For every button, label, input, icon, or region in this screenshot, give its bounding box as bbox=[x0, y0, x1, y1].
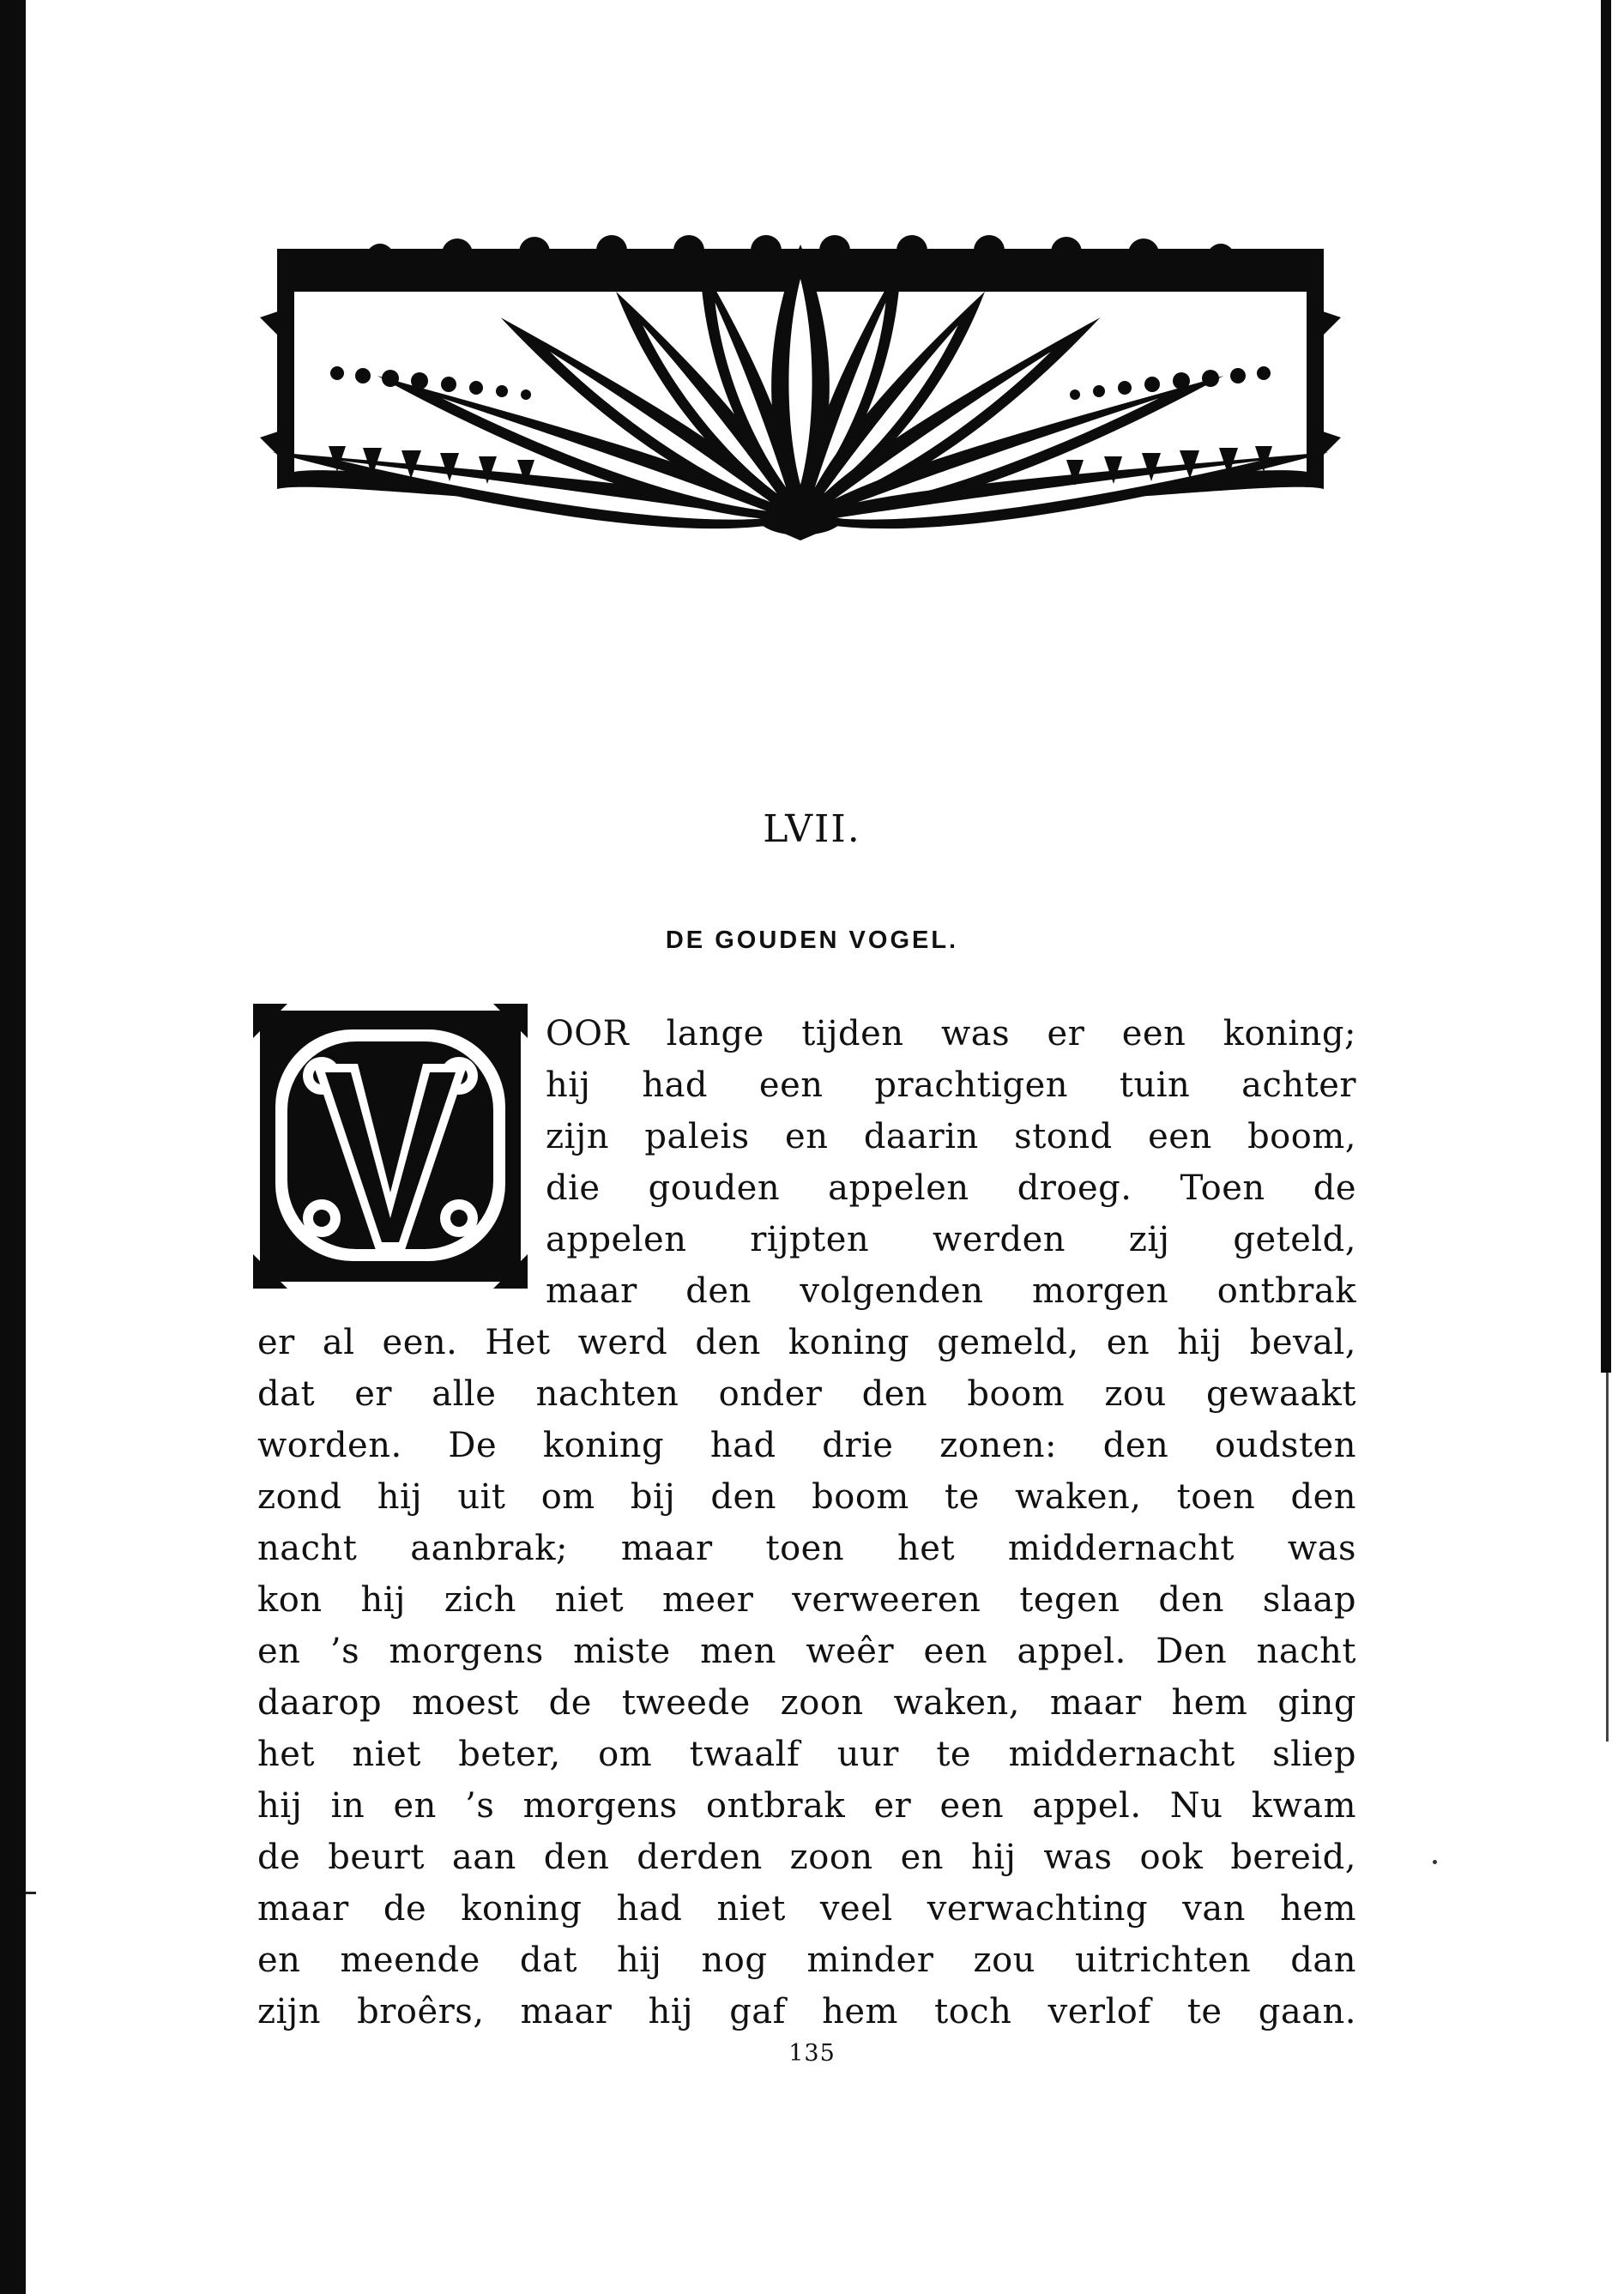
text-line: appelen rijpten werden zij geteld, bbox=[546, 1220, 1356, 1259]
text-line: worden. De koning had drie zonen: den oudsten bbox=[257, 1426, 1356, 1465]
text-line: de beurt aan den derden zoon en hij was ook bereid, bbox=[257, 1838, 1356, 1877]
text-line: en meende dat hij nog minder zou uitrichten dan bbox=[257, 1941, 1356, 1980]
text-line: hij in en ’s morgens ontbrak er een appel. Nu kwam bbox=[257, 1786, 1356, 1826]
text-line: zijn paleis en daarin stond een boom, bbox=[546, 1117, 1356, 1156]
chapter-title: DE GOUDEN VOGEL. bbox=[665, 927, 959, 954]
text-line: nacht aanbrak; maar toen het middernacht was bbox=[257, 1529, 1356, 1568]
text-line: dat er alle nachten onder den boom zou gewaakt bbox=[257, 1374, 1356, 1414]
chapter-number: LVII. bbox=[763, 807, 861, 851]
text-line: maar den volgenden morgen ontbrak bbox=[546, 1271, 1356, 1311]
text-line: OOR lange tijden was er een koning; bbox=[546, 1014, 1356, 1053]
text-line: die gouden appelen droeg. Toen de bbox=[546, 1168, 1356, 1208]
page-number: 135 bbox=[788, 2040, 836, 2067]
text-line: maar de koning had niet veel verwachting van hem bbox=[257, 1889, 1356, 1929]
text-line: zijn broêrs, maar hij gaf hem toch verlof te gaan. bbox=[257, 1992, 1356, 2031]
text-line: en ’s morgens miste men weêr een appel. Den nacht bbox=[257, 1632, 1356, 1671]
text-line: daarop moest de tweede zoon waken, maar hem ging bbox=[257, 1683, 1356, 1723]
text-line: kon hij zich niet meer verweeren tegen den slaap bbox=[257, 1580, 1356, 1620]
text-line: er al een. Het werd den koning gemeld, en hij beval, bbox=[257, 1323, 1356, 1362]
text-line: zond hij uit om bij den boom te waken, toen den bbox=[257, 1477, 1356, 1517]
text-line: het niet beter, om twaalf uur te middernacht sliep bbox=[257, 1735, 1356, 1774]
text-line: hij had een prachtigen tuin achter bbox=[546, 1066, 1356, 1105]
